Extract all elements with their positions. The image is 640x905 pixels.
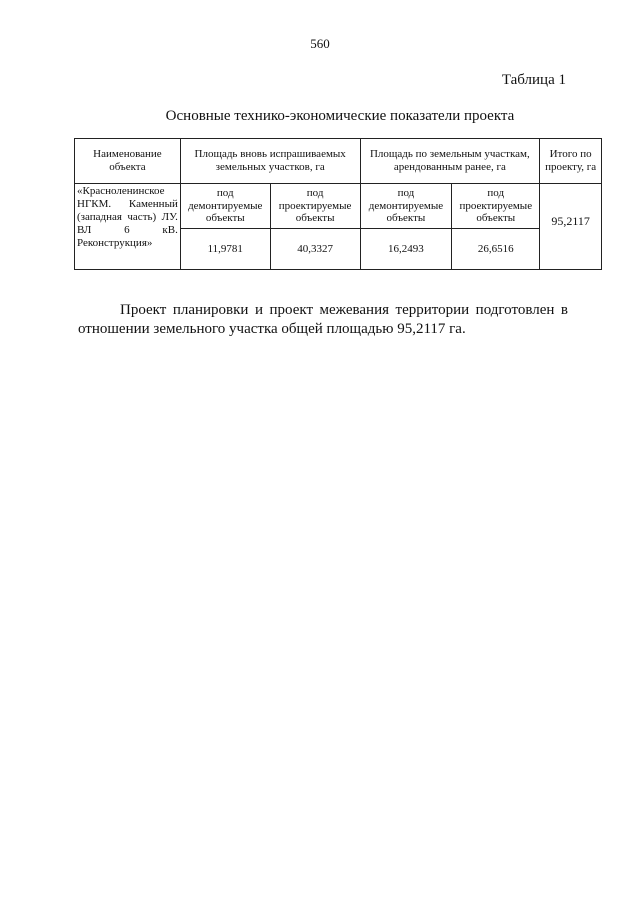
table-label: Таблица 1 [501,72,566,88]
value-leased-demolished: 16,2493 [360,229,452,270]
subheader-leased-demolished: под демонтируемые объекты [360,184,452,229]
value-leased-designed: 26,6516 [452,229,540,270]
subheader-new-designed: под проектируемые объекты [270,184,360,229]
page-number: 560 [310,36,330,51]
table-header-row [75,139,602,184]
object-name-cell: «Красноленинское НГКМ. Каменный (западная часть) ЛУ. ВЛ 6 кВ. Реконструкция» [75,184,181,270]
total-cell: 95,2117 [540,184,602,270]
subheader-new-demolished: под демонтируемые объекты [180,184,270,229]
header-name: Наименование объекта [75,139,181,184]
header-leased-area: Площадь по земельным участкам, арендованным ранее, га [360,139,540,184]
value-new-designed: 40,3327 [270,229,360,270]
table-subheader-row [75,184,602,229]
document-title: Основные технико-экономические показатели проекта [165,108,515,124]
header-new-area: Площадь вновь испрашиваемых земельных участков, га [180,139,360,184]
indicators-table [74,138,602,270]
conclusion-paragraph: Проект планировки и проект межевания территории подготовлен в отношении земельного участка общей площадью 95,2117 га. [78,302,568,337]
subheader-leased-designed: под проектируемые объекты [452,184,540,229]
value-new-demolished: 11,9781 [180,229,270,270]
header-total: Итого по проекту, га [540,139,602,184]
